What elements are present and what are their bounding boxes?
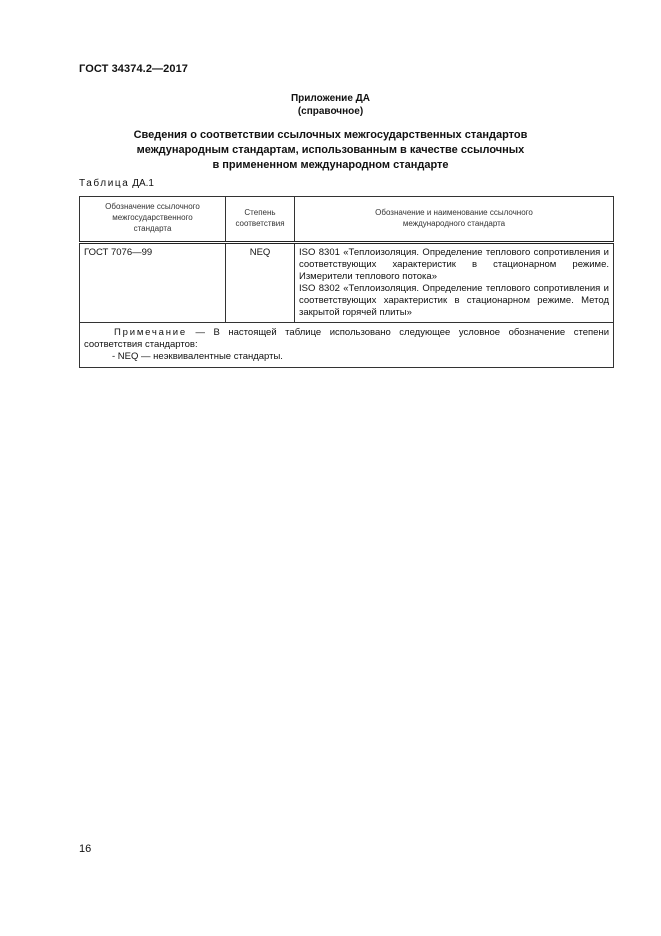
appendix-heading <box>0 92 661 118</box>
header-line: Обозначение ссылочного <box>105 202 200 211</box>
document-code: ГОСТ 34374.2—2017 <box>79 63 189 75</box>
header-line: межгосударственного <box>112 213 193 222</box>
appendix-title <box>0 128 661 173</box>
column-header-degree <box>226 197 295 243</box>
table-header-row <box>80 197 614 243</box>
correspondence-table <box>79 196 614 368</box>
header-line: Обозначение и наименование ссылочного <box>375 207 533 217</box>
note-body: — В настоящей таблице использовано следующее условное обозначение степени соответствия стандартов: <box>84 327 609 350</box>
note-item: - NEQ — неэквивалентные стандарты. <box>112 351 283 362</box>
column-header-international <box>295 197 614 243</box>
header-line: соответствия <box>235 218 285 228</box>
cell-degree: NEQ <box>226 243 295 323</box>
page-number: 16 <box>79 843 92 855</box>
appendix-title-line: в примененном международном стандарте <box>212 159 449 171</box>
header-line: Степень <box>244 207 276 217</box>
table-caption-number: ДА.1 <box>132 178 154 189</box>
appendix-kind: (справочное) <box>297 106 364 117</box>
cell-references <box>295 243 614 323</box>
cell-standard: ГОСТ 7076—99 <box>80 243 226 323</box>
appendix-title-line: Сведения о соответствии ссылочных межгосударственных стандартов <box>133 129 528 141</box>
column-header-standard <box>80 197 226 243</box>
note-text <box>84 327 609 351</box>
header-line: международного стандарта <box>402 218 506 228</box>
table-row <box>80 243 614 323</box>
table-note <box>80 323 614 368</box>
reference-entry: ISO 8301 «Теплоизоляция. Определение теплового сопротивления и соответствующих характеристик в стационарном режиме. Измерители теплового потока» <box>299 247 609 282</box>
table-caption <box>79 178 154 189</box>
appendix-label: Приложение ДА <box>290 93 371 104</box>
appendix-title-line: международным стандартам, использованным в качестве ссылочных <box>136 144 525 156</box>
table-caption-word: Таблица <box>79 178 130 189</box>
reference-entry: ISO 8302 «Теплоизоляция. Определение теплового сопротивления и соответствующих характеристик в стационарном режиме. Метод закрытой горячей плиты» <box>299 283 609 318</box>
table-note-row <box>80 323 614 368</box>
note-label: Примечание <box>114 327 187 338</box>
header-line: стандарта <box>133 224 172 233</box>
